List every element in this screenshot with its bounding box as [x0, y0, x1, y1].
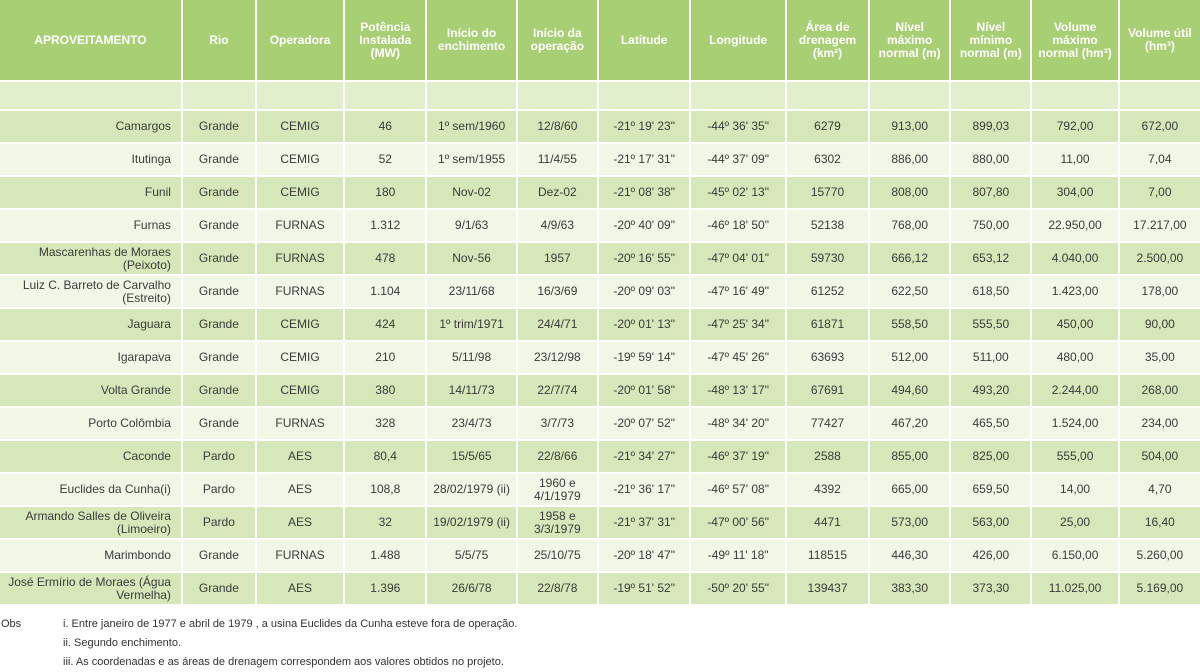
cell-op: AES [257, 507, 343, 538]
cell-oper: 16/3/69 [518, 276, 597, 307]
cell-area: 77427 [787, 408, 868, 439]
table-row [0, 342, 1200, 373]
cell-vutil: 90,00 [1120, 309, 1200, 340]
cell-pot: 380 [345, 375, 425, 406]
cell-area: 4392 [787, 474, 868, 505]
cell-rio: Grande [183, 210, 255, 241]
cell-nmax: 665,00 [870, 474, 949, 505]
cell-lat: -21º 34' 27" [599, 441, 689, 472]
cell-pot: 52 [345, 144, 425, 175]
cell-lat: -20º 07' 52" [599, 408, 689, 439]
cell-lon: -48º 34' 20" [691, 408, 785, 439]
note-line: ii. Segundo enchimento. [63, 637, 182, 649]
cell-name: Caconde [0, 441, 181, 472]
cell-lat: -20º 16' 55" [599, 243, 689, 274]
table-row [0, 276, 1200, 307]
cell-nmax: 573,00 [870, 507, 949, 538]
cell-lat: -20º 18' 47" [599, 540, 689, 571]
cell-vutil: 268,00 [1120, 375, 1200, 406]
cell-vmax: 22.950,00 [1032, 210, 1117, 241]
cell-vutil: 5.169,00 [1120, 573, 1200, 604]
cell-area: 67691 [787, 375, 868, 406]
cell-oper: 3/7/73 [518, 408, 597, 439]
cell-lat: -21º 36' 17" [599, 474, 689, 505]
cell-nmax: 512,00 [870, 342, 949, 373]
cell-area: 59730 [787, 243, 868, 274]
col-aproveitamento: APROVEITAMENTO [0, 0, 181, 80]
cell-lon: -47º 04' 01" [691, 243, 785, 274]
cell-op: AES [257, 573, 343, 604]
note-line: i. Entre janeiro de 1977 e abril de 1979 , a usina Euclides da Cunha esteve fora de operação. [63, 618, 518, 630]
cell-rio: Pardo [183, 441, 255, 472]
table-row [0, 507, 1200, 538]
spacer-row [0, 82, 1200, 109]
cell-area: 63693 [787, 342, 868, 373]
cell-oper: 1958 e 3/3/1979 [518, 507, 597, 538]
col-nivel-maximo: Nível máximo normal (m) [870, 0, 949, 80]
col-latitude: Latitude [599, 0, 689, 80]
cell-lat: -21º 37' 31" [599, 507, 689, 538]
cell-vutil: 35,00 [1120, 342, 1200, 373]
cell-nmax: 383,30 [870, 573, 949, 604]
cell-ench: 1º sem/1960 [427, 111, 515, 142]
cell-nmin: 373,30 [951, 573, 1030, 604]
cell-oper: 12/8/60 [518, 111, 597, 142]
cell-ench: 14/11/73 [427, 375, 515, 406]
table-row [0, 243, 1200, 274]
cell-oper: 4/9/63 [518, 210, 597, 241]
cell-name: Luiz C. Barreto de Carvalho (Estreito) [0, 276, 181, 307]
notes-label: Obs [1, 618, 22, 630]
cell-area: 2588 [787, 441, 868, 472]
cell-op: FURNAS [257, 408, 343, 439]
table-row [0, 177, 1200, 208]
cell-pot: 424 [345, 309, 425, 340]
cell-oper: 22/8/78 [518, 573, 597, 604]
cell-vmax: 480,00 [1032, 342, 1117, 373]
cell-vmax: 555,00 [1032, 441, 1117, 472]
cell-oper: 22/7/74 [518, 375, 597, 406]
cell-vmax: 1.524,00 [1032, 408, 1117, 439]
col-potencia: Potência Instalada (MW) [345, 0, 425, 80]
cell-pot: 1.104 [345, 276, 425, 307]
cell-pot: 1.488 [345, 540, 425, 571]
cell-name: Camargos [0, 111, 181, 142]
cell-lat: -19º 51' 52" [599, 573, 689, 604]
cell-area: 61252 [787, 276, 868, 307]
cell-op: CEMIG [257, 375, 343, 406]
col-volume-maximo: Volume máximo normal (hm³) [1032, 0, 1117, 80]
cell-pot: 108,8 [345, 474, 425, 505]
cell-lon: -46º 18' 50" [691, 210, 785, 241]
cell-vmax: 1.423,00 [1032, 276, 1117, 307]
cell-vutil: 17.217,00 [1120, 210, 1200, 241]
table-row [0, 375, 1200, 406]
cell-op: AES [257, 441, 343, 472]
cell-nmax: 913,00 [870, 111, 949, 142]
cell-pot: 1.312 [345, 210, 425, 241]
cell-op: AES [257, 474, 343, 505]
header-row [0, 0, 1200, 80]
note-line: iii. As coordenadas e as áreas de drenagem correspondem aos valores obtidos no projeto. [63, 656, 504, 668]
cell-pot: 180 [345, 177, 425, 208]
cell-rio: Grande [183, 573, 255, 604]
cell-lon: -48º 13' 17" [691, 375, 785, 406]
cell-name: Igarapava [0, 342, 181, 373]
cell-name: Volta Grande [0, 375, 181, 406]
cell-vutil: 2.500,00 [1120, 243, 1200, 274]
cell-area: 52138 [787, 210, 868, 241]
cell-rio: Grande [183, 276, 255, 307]
cell-nmin: 653,12 [951, 243, 1030, 274]
cell-op: FURNAS [257, 243, 343, 274]
col-operadora: Operadora [257, 0, 343, 80]
cell-vutil: 178,00 [1120, 276, 1200, 307]
cell-ench: 19/02/1979 (ii) [427, 507, 515, 538]
cell-vmax: 304,00 [1032, 177, 1117, 208]
cell-oper: Dez-02 [518, 177, 597, 208]
cell-lon: -50º 20' 55" [691, 573, 785, 604]
cell-nmin: 511,00 [951, 342, 1030, 373]
cell-oper: 24/4/71 [518, 309, 597, 340]
cell-rio: Pardo [183, 474, 255, 505]
cell-oper: 23/12/98 [518, 342, 597, 373]
cell-lon: -44º 37' 09" [691, 144, 785, 175]
cell-nmin: 426,00 [951, 540, 1030, 571]
cell-lon: -47º 00' 56" [691, 507, 785, 538]
table-row [0, 573, 1200, 604]
cell-pot: 210 [345, 342, 425, 373]
cell-name: Mascarenhas de Moraes (Peixoto) [0, 243, 181, 274]
cell-lon: -47º 16' 49" [691, 276, 785, 307]
cell-name: Porto Colômbia [0, 408, 181, 439]
cell-lon: -47º 45' 26" [691, 342, 785, 373]
cell-area: 139437 [787, 573, 868, 604]
cell-op: CEMIG [257, 111, 343, 142]
cell-lon: -44º 36' 35" [691, 111, 785, 142]
cell-nmin: 825,00 [951, 441, 1030, 472]
cell-nmin: 465,50 [951, 408, 1030, 439]
cell-ench: 1º trim/1971 [427, 309, 515, 340]
cell-op: CEMIG [257, 144, 343, 175]
cell-lon: -46º 37' 19" [691, 441, 785, 472]
cell-lon: -47º 25' 34" [691, 309, 785, 340]
cell-pot: 46 [345, 111, 425, 142]
cell-nmax: 666,12 [870, 243, 949, 274]
cell-area: 61871 [787, 309, 868, 340]
col-longitude: Longitude [691, 0, 785, 80]
cell-lon: -46º 57' 08" [691, 474, 785, 505]
cell-vmax: 11,00 [1032, 144, 1117, 175]
cell-vmax: 11.025,00 [1032, 573, 1117, 604]
cell-nmin: 880,00 [951, 144, 1030, 175]
cell-lon: -49º 11' 18" [691, 540, 785, 571]
cell-ench: Nov-56 [427, 243, 515, 274]
cell-name: Euclides da Cunha(i) [0, 474, 181, 505]
cell-oper: 22/8/66 [518, 441, 597, 472]
cell-lat: -20º 01' 58" [599, 375, 689, 406]
cell-op: CEMIG [257, 309, 343, 340]
cell-op: FURNAS [257, 540, 343, 571]
cell-lat: -21º 17' 31" [599, 144, 689, 175]
cell-ench: 15/5/65 [427, 441, 515, 472]
cell-vutil: 7,04 [1120, 144, 1200, 175]
cell-lat: -20º 09' 03" [599, 276, 689, 307]
cell-nmin: 493,20 [951, 375, 1030, 406]
table-row [0, 474, 1200, 505]
cell-nmax: 467,20 [870, 408, 949, 439]
cell-area: 118515 [787, 540, 868, 571]
table-row [0, 540, 1200, 571]
cell-nmin: 555,50 [951, 309, 1030, 340]
cell-nmin: 563,00 [951, 507, 1030, 538]
cell-name: Furnas [0, 210, 181, 241]
cell-pot: 328 [345, 408, 425, 439]
cell-nmin: 807,80 [951, 177, 1030, 208]
cell-vutil: 7,00 [1120, 177, 1200, 208]
cell-pot: 80,4 [345, 441, 425, 472]
col-rio: Rio [183, 0, 255, 80]
cell-nmax: 558,50 [870, 309, 949, 340]
cell-rio: Grande [183, 375, 255, 406]
cell-vmax: 4.040,00 [1032, 243, 1117, 274]
cell-area: 6302 [787, 144, 868, 175]
cell-ench: 9/1/63 [427, 210, 515, 241]
cell-lat: -21º 19' 23" [599, 111, 689, 142]
cell-name: José Ermírio de Moraes (Água Vermelha) [0, 573, 181, 604]
cell-nmin: 899,03 [951, 111, 1030, 142]
cell-pot: 32 [345, 507, 425, 538]
cell-nmax: 808,00 [870, 177, 949, 208]
cell-pot: 1.396 [345, 573, 425, 604]
cell-name: Armando Salles de Oliveira (Limoeiro) [0, 507, 181, 538]
cell-nmax: 446,30 [870, 540, 949, 571]
cell-name: Itutinga [0, 144, 181, 175]
cell-vmax: 6.150,00 [1032, 540, 1117, 571]
cell-ench: 5/11/98 [427, 342, 515, 373]
col-volume-util: Volume útil (hm³) [1120, 0, 1200, 80]
table-row [0, 408, 1200, 439]
cell-rio: Pardo [183, 507, 255, 538]
cell-vutil: 672,00 [1120, 111, 1200, 142]
cell-ench: 28/02/1979 (ii) [427, 474, 515, 505]
table-row [0, 441, 1200, 472]
col-nivel-minimo: Nível mínimo normal (m) [951, 0, 1030, 80]
cell-oper: 25/10/75 [518, 540, 597, 571]
cell-lat: -19º 59' 14" [599, 342, 689, 373]
cell-oper: 11/4/55 [518, 144, 597, 175]
table-row [0, 144, 1200, 175]
col-inicio-operacao: Início da operação [518, 0, 597, 80]
cell-lon: -45º 02' 13" [691, 177, 785, 208]
cell-nmax: 886,00 [870, 144, 949, 175]
cell-name: Marimbondo [0, 540, 181, 571]
cell-rio: Grande [183, 309, 255, 340]
cell-rio: Grande [183, 540, 255, 571]
cell-op: CEMIG [257, 177, 343, 208]
cell-ench: Nov-02 [427, 177, 515, 208]
cell-ench: 1º sem/1955 [427, 144, 515, 175]
cell-nmin: 659,50 [951, 474, 1030, 505]
cell-vmax: 25,00 [1032, 507, 1117, 538]
cell-ench: 5/5/75 [427, 540, 515, 571]
cell-rio: Grande [183, 144, 255, 175]
cell-vmax: 2.244,00 [1032, 375, 1117, 406]
cell-nmax: 494,60 [870, 375, 949, 406]
cell-ench: 26/6/78 [427, 573, 515, 604]
cell-vmax: 792,00 [1032, 111, 1117, 142]
table-row [0, 210, 1200, 241]
cell-rio: Grande [183, 177, 255, 208]
cell-rio: Grande [183, 243, 255, 274]
cell-vmax: 14,00 [1032, 474, 1117, 505]
cell-vutil: 5.260,00 [1120, 540, 1200, 571]
cell-op: FURNAS [257, 210, 343, 241]
cell-vutil: 16,40 [1120, 507, 1200, 538]
cell-op: CEMIG [257, 342, 343, 373]
cell-op: FURNAS [257, 276, 343, 307]
cell-area: 6279 [787, 111, 868, 142]
cell-nmax: 855,00 [870, 441, 949, 472]
cell-pot: 478 [345, 243, 425, 274]
cell-rio: Grande [183, 111, 255, 142]
cell-vutil: 234,00 [1120, 408, 1200, 439]
cell-oper: 1957 [518, 243, 597, 274]
cell-name: Jaguara [0, 309, 181, 340]
cell-ench: 23/11/68 [427, 276, 515, 307]
col-area-drenagem: Área de drenagem (km²) [787, 0, 868, 80]
cell-vutil: 504,00 [1120, 441, 1200, 472]
col-inicio-enchimento: Início do enchimento [427, 0, 515, 80]
table-row [0, 111, 1200, 142]
cell-oper: 1960 e 4/1/1979 [518, 474, 597, 505]
cell-nmax: 768,00 [870, 210, 949, 241]
cell-lat: -20º 01' 13" [599, 309, 689, 340]
cell-nmin: 618,50 [951, 276, 1030, 307]
table-body [0, 82, 1200, 604]
cell-ench: 23/4/73 [427, 408, 515, 439]
cell-rio: Grande [183, 342, 255, 373]
cell-vutil: 4,70 [1120, 474, 1200, 505]
cell-lat: -20º 40' 09" [599, 210, 689, 241]
cell-nmax: 622,50 [870, 276, 949, 307]
cell-rio: Grande [183, 408, 255, 439]
cell-area: 15770 [787, 177, 868, 208]
table-row [0, 309, 1200, 340]
notes-lines [63, 615, 517, 672]
cell-vmax: 450,00 [1032, 309, 1117, 340]
cell-name: Funil [0, 177, 181, 208]
cell-nmin: 750,00 [951, 210, 1030, 241]
cell-lat: -21º 08' 38" [599, 177, 689, 208]
cell-area: 4471 [787, 507, 868, 538]
